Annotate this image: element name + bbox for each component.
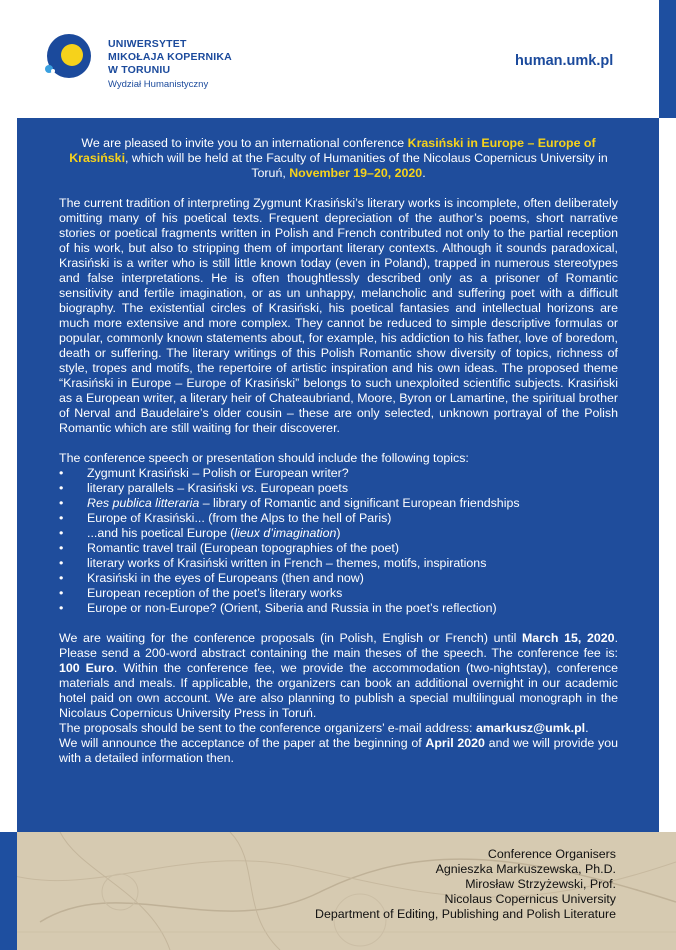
list-item: • Europe or non-Europe? (Orient, Siberia and Russia in the poet’s reflection) — [59, 601, 618, 616]
conference-date: November 19–20, 2020 — [289, 166, 423, 180]
announcement-date: April 2020 — [425, 736, 485, 750]
topics-list — [59, 466, 618, 616]
list-item: • literary works of Krasiński written in French – themes, motifs, inspirations — [59, 556, 618, 571]
intro-text: . — [422, 166, 426, 180]
list-item: • Romantic travel trail (European topographies of the poet) — [59, 541, 618, 556]
organizer-email-link[interactable]: amarkusz@umk.pl — [475, 721, 586, 735]
conference-title: Krasiński in Europe – Europe of Krasiński — [69, 136, 596, 165]
invitation-text — [59, 136, 618, 766]
header-accent-strip — [659, 0, 676, 118]
list-item: • European reception of the poet’s literary works — [59, 586, 618, 601]
list-item: • Europe of Krasiński... (from the Alps to the hell of Paris) — [59, 511, 618, 526]
signature-line: Agnieszka Markuszewska, Ph.D. — [435, 862, 616, 876]
university-name-line: UNIWERSYTET — [108, 38, 187, 50]
closing-text: The proposals should be sent to the conference organizers’ e-mail address: — [59, 721, 476, 735]
conference-fee: 100 Euro — [59, 661, 114, 675]
description-paragraph: The current tradition of interpreting Zygmunt Krasiński’s literary works is incomplete, often deliberately omitting many of his poetical texts. Frequent depreciation of the author’s poems, short narrative stories or poetical fragments written in Polish and French contributed not only to the partial reception of his work, but also to stripping them of important literary contexts. Although it sounds paradoxical, Krasiński is a writer who is still little known today (even in Poland), trapped in numerous stereotypes and false interpretations. He is often thoughtlessly described only as a prisoner of Romantic sensitivity and fertile imagination, or as un unhappy, melancholic and suffering poet with a difficult biography. The existential circles of Krasiński, his poetical fantasies and intellectual horizons are much more extensive and more complex. They cannot be reduced to simple descriptive formulas or popular, commonly known statements about, for example, his addiction to his father, love of boredom, death or suffering. The literary writings of this Polish Romantic show diversity of topics, richness of style, tropes and motifs, the repertoire of artistic inspiration and his own ideas. The proposed theme “Krasiński in Europe – Europe of Krasiński” belongs to such unexploited scientific subjects. Krasiński as a European writer, a literary heir of Chateaubriand, Moore, Byron or Lamartine, the spiritual brother of Nerval and Baudelaire’s older cousin – these are only selected, unknown portrayal of the Polish Romantic which are still waiting for their discoverer. — [59, 196, 618, 435]
intro-paragraph — [59, 136, 618, 181]
proposals-paragraph — [59, 631, 618, 721]
university-name — [108, 38, 232, 77]
announcement-paragraph — [59, 736, 618, 766]
list-item-text: lieux d’imagination — [234, 526, 337, 540]
list-item: • Zygmunt Krasiński – Polish or European writer? — [59, 466, 618, 481]
closing-text: . Please send a 200-word abstract containing the main theses of the speech. The conference fee is: — [59, 631, 619, 660]
signature-line: Mirosław Strzyżewski, Prof. — [465, 877, 616, 891]
faculty-name: Wydział Humanistyczny — [108, 79, 209, 90]
closing-text: . Within the conference fee, we provide the accommodation (two-nightstay), conference materials and meals. If applicable, the organizers can book an additional overnight in our academic hotel paid on own account. We are also planning to publish a special multilingual monograph in the Nicolaus Copernicus University Press in Toruń. — [59, 661, 618, 720]
closing-text: . — [585, 721, 589, 735]
list-item-text: vs — [241, 481, 254, 495]
signature-line: Conference Organisers — [487, 847, 616, 861]
intro-text: , which will be held at the Faculty of Humanities of the Nicolaus Copernicus University in Toruń, — [125, 151, 608, 180]
university-logo-icon — [42, 30, 100, 86]
list-item-text: literary parallels – Krasiński — [87, 481, 242, 495]
deadline-date: March 15, 2020 — [521, 631, 615, 645]
university-name-line: W TORUNIU — [108, 64, 171, 76]
topics-intro: The conference speech or presentation should include the following topics: — [59, 451, 469, 465]
closing-text: and we will provide you with a detailed information then. — [59, 736, 618, 765]
signature-line: Nicolaus Copernicus University — [444, 892, 616, 906]
closing-text: We will announce the acceptance of the paper at the beginning of — [59, 736, 426, 750]
list-item-text: ...and his poetical Europe ( — [87, 526, 235, 540]
list-item — [59, 526, 618, 541]
organisers-signature — [315, 847, 616, 922]
list-item-text: . European poets — [253, 481, 349, 495]
university-name-line: MIKOŁAJA KOPERNIKA — [108, 51, 232, 63]
list-item-text: – library of Romantic and significant European friendships — [199, 496, 520, 510]
website-link[interactable]: human.umk.pl — [515, 53, 614, 69]
list-item-text: Res publica litteraria — [87, 496, 200, 510]
signature-line: Department of Editing, Publishing and Polish Literature — [315, 907, 616, 921]
page-header — [0, 0, 676, 118]
closing-text: We are waiting for the conference proposals (in Polish, English or French) until — [59, 631, 522, 645]
list-item: • Krasiński in the eyes of Europeans (then and now) — [59, 571, 618, 586]
list-item-text: ) — [336, 526, 341, 540]
list-item — [59, 496, 618, 511]
email-paragraph — [59, 721, 618, 736]
footer-accent-strip — [0, 832, 17, 950]
list-item — [59, 481, 618, 496]
intro-text: We are pleased to invite you to an international conference — [81, 136, 408, 150]
